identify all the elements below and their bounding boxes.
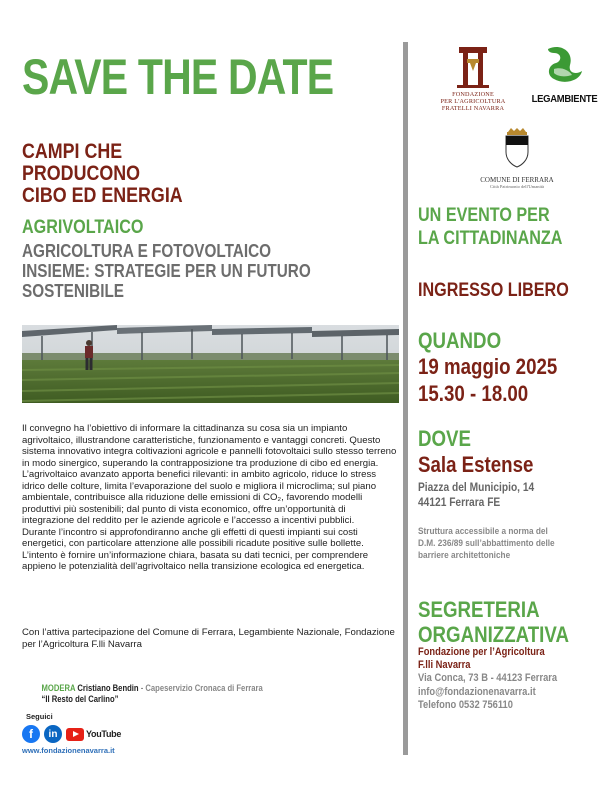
secretariat-phone[interactable]: Telefono 0532 756110 [418,699,513,711]
legambiente-logo-text: LEGAMBIENTE [531,93,598,105]
secretariat-org-line-1: Fondazione per l’Agricoltura [418,646,545,658]
comune-logo-text: COMUNE DI FERRARA [480,176,554,184]
body-text [22,423,400,573]
secretariat-org-line-2: F.lli Navarra [418,659,471,671]
headline-line-2: PRODUCONO [22,162,141,185]
social-links [22,712,152,755]
partners-paragraph: Con l’attiva partecipazione del Comune di Ferrara, Legambiente Nazionale, Fondazione per l’Agricoltura F.lli Navarra [22,627,395,650]
event-date: 19 maggio 2025 [418,354,558,379]
event-line-1: UN EVENTO PER [418,205,550,226]
secretariat-email[interactable]: info@fondazionenavarra.it [418,685,536,698]
secretariat-title-line-2: ORGANIZZATIVA [418,622,569,647]
subtitle-line-3: SOSTENIBILE [22,281,125,301]
comune-logo-subtext: Città Patrimonio dell'Umanità [489,184,545,189]
website-link[interactable]: www.fondazionenavarra.it [22,746,115,755]
accessibility-line-3: barriere architettoniche [418,549,511,560]
event-time: 15.30 - 18.00 [418,381,529,406]
headline-line-3: CIBO ED ENERGIA [22,184,183,207]
moderator-label: MODERA [41,683,76,693]
moderator-name: Cristiano Bendin [77,683,139,693]
event-audience [418,204,562,250]
venue-address-line-2: 44121 Ferrara FE [418,495,501,509]
subtitle-line-2: INSIEME: STRATEGIE PER UN FUTURO [22,261,311,281]
subtitle-line-1: AGRICOLTURA E FOTOVOLTAICO [22,241,272,261]
secretariat-title-line-1: SEGRETERIA [418,597,540,622]
when-label: QUANDO [418,328,502,353]
fondazione-monogram-icon [453,45,493,89]
where-label: DOVE [418,426,472,451]
venue-name: Sala Estense [418,452,534,477]
partners-text [22,627,400,650]
moderator-outlet: “Il Resto del Carlino” [41,694,119,704]
social-icons [22,725,152,743]
follow-label: Seguici [26,712,53,721]
event-line-2: LA CITTADINANZA [418,228,563,249]
body-paragraph-3: L’intento è fornire un’informazione chiara, basata su dati tecnici, per comprendere appieno le potenzialità dell’agrivoltaico nella transizione ecologica ed energetica. [22,549,369,572]
youtube-link[interactable] [66,728,121,741]
venue-address-line-1: Piazza del Municipio, 14 [418,480,535,494]
legambiente-swan-icon [528,45,600,90]
accessibility-note [418,525,598,561]
agrivoltaico-title: AGRIVOLTAICO [22,217,144,238]
accessibility-line-2: D.M. 236/89 sull’abbattimento delle [418,537,555,548]
save-the-date-title: SAVE THE DATE [22,49,334,105]
youtube-label: YouTube [86,729,122,739]
secretariat-organization [418,646,545,672]
venue-address [418,480,534,510]
moderator [42,683,263,705]
accessibility-line-1: Struttura accessibile a norma del [418,525,548,536]
fondazione-logo-text: FONDAZIONE PER L'AGRICOLTURA FRATELLI NAVARRA [440,91,506,112]
free-entry-label: INGRESSO LIBERO [418,280,569,301]
youtube-icon [66,728,84,741]
moderator-role: - Capeservizio Cronaca di Ferrara [140,683,263,693]
body-paragraph-1: Il convegno ha l’obiettivo di informare la cittadinanza su cosa sia un impianto agrivoltaico, illustrandone caratteristiche, funzionamento e vantaggi concreti. Questo sistema innovativo integra coltivazioni agricole e pannelli fotovoltaici sullo stesso terreno in modo sinergico, superando la contrapposizione tra produzione di cibo ed energia. L’agrivoltaico avanzato apporta benefici rilevanti: in ambito agricolo, riduce lo stress idrico delle colture, limita l’evaporazione del suolo e migliora il microclima; sul piano ambientale, contribuisce alla riduzione delle emissioni di CO₂, favorendo modelli produttivi più sostenibili; dal punto di vista economico, offre un’opportunità di integrazione del reddito per le aziende agricole e l’accesso a incentivi pubblici. [22,423,397,526]
subtitle [22,241,345,301]
column-divider [403,42,408,755]
secretariat-title [418,597,569,647]
headline [22,141,243,207]
ferrara-crest-icon [467,128,567,173]
secretariat-contacts [418,672,557,713]
agrivoltaic-field-photo [22,325,399,403]
secretariat-address: Via Conca, 73 B - 44123 Ferrara [418,672,558,684]
headline-line-1: CAMPI CHE [22,140,123,163]
body-paragraph-2: Durante l’incontro si approfondiranno anche gli effetti di questi impianti sui costi energetici, con particolare attenzione alle possibili ricadute positive sulle bollette. [22,526,364,549]
comune-ferrara-logo [467,128,567,189]
linkedin-icon[interactable]: in [44,725,62,743]
facebook-icon[interactable]: f [22,725,40,743]
legambiente-logo [528,45,600,105]
fondazione-navarra-logo [430,45,516,112]
